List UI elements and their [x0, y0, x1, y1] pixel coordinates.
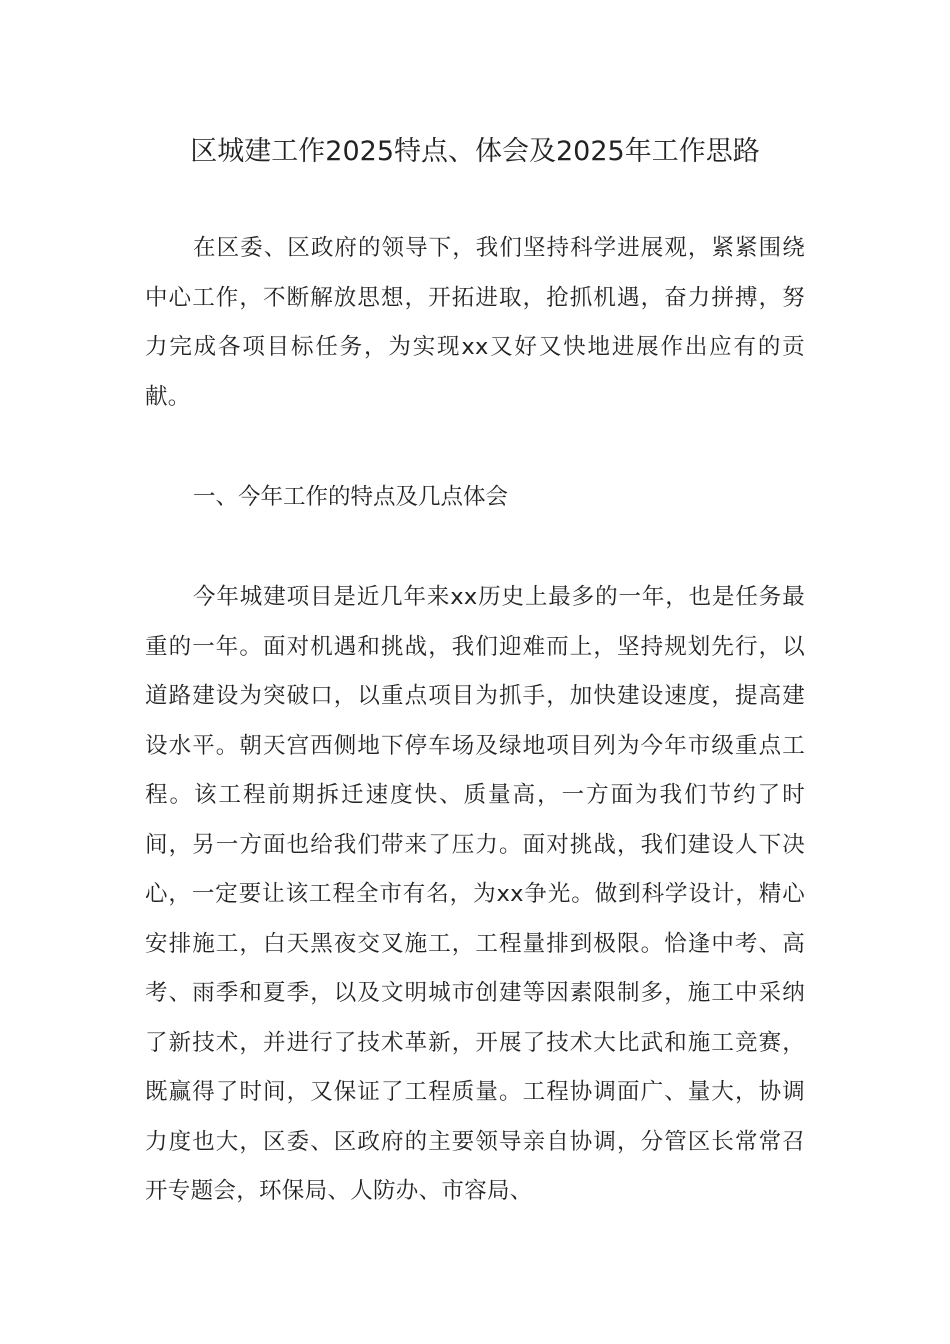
body-paragraph: 今年城建项目是近几年来xx历史上最多的一年，也是任务最重的一年。面对机遇和挑战，我们迎难而上，坚持规划先行，以道路建设为突破口，以重点项目为抓手，加快建设速度，提高建设水平。朝天宫西侧地下停车场及绿地项目列为今年市级重点工程。该工程前期拆迁速度快、质量高，一方面为我们节约了时间，另一方面也给我们带来了压力。面对挑战，我们建设人下决心，一定要让该工程全市有名，为xx争光。做到科学设计，精心安排施工，白天黑夜交叉施工，工程量排到极限。恰逢中考、高考、雨季和夏季，以及文明城市创建等因素限制多，施工中采纳了新技术，并进行了技术革新，开展了技术大比武和施工竞赛，既赢得了时间，又保证了工程质量。工程协调面广、量大，协调力度也大，区委、区政府的主要领导亲自协调，分管区长常常召开专题会，环保局、人防办、市容局、 — [145, 584, 805, 1204]
document-title: 区城建工作2025特点、体会及2025年工作思路 — [190, 136, 760, 167]
intro-paragraph: 在区委、区政府的领导下，我们坚持科学进展观，紧紧围绕中心工作，不断解放思想，开拓进取，抢抓机遇，奋力拼搏，努力完成各项目标任务，为实现xx又好又快地进展作出应有的贡献。 — [145, 235, 805, 410]
section-heading: 一、今年工作的特点及几点体会 — [193, 484, 509, 510]
